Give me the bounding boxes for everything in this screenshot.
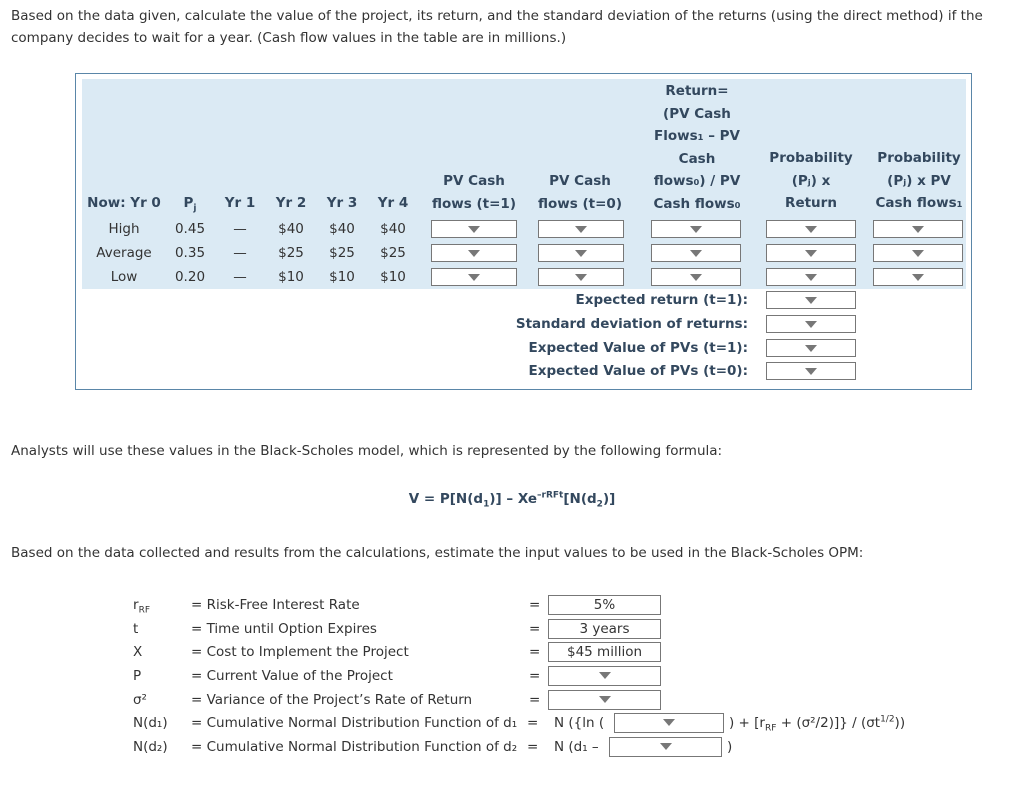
dropdown-pv-t1-average[interactable]	[431, 244, 517, 262]
header-pv-t1: PV Cash flows (t=1)	[432, 173, 516, 212]
equals-sign: =	[529, 668, 541, 684]
header-now: Now: Yr 0	[87, 195, 161, 211]
dropdown-prob-return-high[interactable]	[766, 220, 856, 238]
row-pj: 0.20	[174, 269, 206, 285]
row-yr1: —	[233, 221, 247, 237]
dropdown-prob-pv-average[interactable]	[873, 244, 963, 262]
equals-sign: =	[529, 597, 541, 613]
dropdown-expected-return[interactable]	[766, 291, 856, 309]
header-yr1: Yr 1	[224, 195, 256, 211]
header-pv-t0: PV Cash flows (t=0)	[538, 173, 622, 212]
dropdown-pv-t1-high[interactable]	[431, 220, 517, 238]
chevron-down-icon	[690, 226, 702, 233]
row-yr2: $25	[278, 245, 304, 261]
dropdown-prob-pv-high[interactable]	[873, 220, 963, 238]
chevron-down-icon	[805, 274, 817, 281]
desc-nd2: = Cumulative Normal Distribution Function of d₂	[191, 739, 518, 755]
chevron-down-icon	[468, 274, 480, 281]
chevron-down-icon	[805, 345, 817, 352]
dropdown-variance[interactable]	[548, 690, 661, 710]
chevron-down-icon	[912, 250, 924, 257]
row-yr2: $10	[278, 269, 304, 285]
dropdown-return-average[interactable]	[651, 244, 741, 262]
row-yr4: $40	[380, 221, 406, 237]
dropdown-std-dev[interactable]	[766, 315, 856, 333]
chevron-down-icon	[912, 274, 924, 281]
chevron-down-icon	[663, 719, 675, 726]
symbol-variance: σ²	[133, 692, 147, 708]
nd1-suffix: ) + $[r_{RF} + (\sigma^2/2)]\} / (\sigma t^{1/2})$)	[729, 714, 906, 734]
equals-sign: =	[527, 715, 539, 731]
row-yr1: —	[233, 245, 247, 261]
value-rrf: 5%	[548, 595, 661, 615]
dropdown-ev-pv-t1[interactable]	[766, 339, 856, 357]
row-pj: 0.45	[174, 221, 206, 237]
chevron-down-icon	[805, 250, 817, 257]
row-yr3: $25	[329, 245, 355, 261]
nd2-suffix: )	[727, 739, 733, 755]
header-pj: $P_j$	[183, 195, 197, 214]
equals-sign: =	[529, 621, 541, 637]
equals-sign: =	[527, 739, 539, 755]
header-yr3: Yr 3	[326, 195, 358, 211]
dropdown-return-low[interactable]	[651, 268, 741, 286]
dropdown-prob-pv-low[interactable]	[873, 268, 963, 286]
chevron-down-icon	[599, 672, 611, 679]
chevron-down-icon	[805, 321, 817, 328]
desc-t: = Time until Option Expires	[191, 621, 377, 637]
header-yr4: Yr 4	[377, 195, 409, 211]
row-label: Low	[110, 269, 138, 285]
chevron-down-icon	[575, 250, 587, 257]
row-yr2: $40	[278, 221, 304, 237]
analysts-text: Analysts will use these values in the Black-Scholes model, which is represented by the following formula:	[11, 443, 723, 459]
dropdown-ev-pv-t0[interactable]	[766, 362, 856, 380]
chevron-down-icon	[575, 274, 587, 281]
chevron-down-icon	[912, 226, 924, 233]
symbol-nd1: N(d₁)	[133, 715, 168, 731]
row-yr1: —	[233, 269, 247, 285]
row-label: High	[108, 221, 140, 237]
chevron-down-icon	[690, 250, 702, 257]
equals-sign: =	[529, 692, 541, 708]
header-prob-return: Probability (Pⱼ) x Return	[769, 150, 853, 211]
desc-x: = Cost to Implement the Project	[191, 644, 409, 660]
row-label: Average	[96, 245, 152, 261]
chevron-down-icon	[468, 250, 480, 257]
dropdown-pv-t0-low[interactable]	[538, 268, 624, 286]
header-prob-pv: Probability (Pⱼ) x PV Cash flows₁	[875, 150, 963, 211]
ev-pv-t1-label: Expected Value of PVs (t=1):	[528, 340, 748, 356]
black-scholes-formula: $V = P[N(d_1)] - Xe^{-rRFt}[N(d_2)]$	[408, 490, 616, 510]
row-yr4: $10	[380, 269, 406, 285]
chevron-down-icon	[599, 696, 611, 703]
row-yr4: $25	[380, 245, 406, 261]
nd1-prefix: N ({ln (	[554, 715, 605, 731]
intro-text: Based on the data given, calculate the value of the project, its return, and the standard deviation of the returns (using the direct method) if the company decides to wait for a year. (Cash flow values in the table are in millions.)	[11, 8, 983, 46]
row-yr3: $40	[329, 221, 355, 237]
chevron-down-icon	[805, 368, 817, 375]
chevron-down-icon	[468, 226, 480, 233]
chevron-down-icon	[690, 274, 702, 281]
header-return: Return= (PV Cash Flows₁ – PV Cash flows₀) / PV Cash flows₀	[653, 83, 741, 212]
desc-nd1: = Cumulative Normal Distribution Function of d₁	[191, 715, 518, 731]
cash-flow-table	[75, 73, 972, 390]
desc-rrf: = Risk-Free Interest Rate	[191, 597, 360, 613]
std-dev-label: Standard deviation of returns:	[515, 316, 748, 332]
chevron-down-icon	[575, 226, 587, 233]
chevron-down-icon	[660, 743, 672, 750]
dropdown-pv-t1-low[interactable]	[431, 268, 517, 286]
dropdown-p[interactable]	[548, 666, 661, 686]
ev-pv-t0-label: Expected Value of PVs (t=0):	[528, 363, 748, 379]
symbol-x: X	[133, 644, 143, 660]
dropdown-return-high[interactable]	[651, 220, 741, 238]
desc-p: = Current Value of the Project	[191, 668, 393, 684]
row-yr3: $10	[329, 269, 355, 285]
dropdown-prob-return-low[interactable]	[766, 268, 856, 286]
dropdown-pv-t0-high[interactable]	[538, 220, 624, 238]
estimate-text: Based on the data collected and results from the calculations, estimate the input values to be used in the Black-Scholes OPM:	[11, 545, 864, 561]
value-t: 3 years	[548, 619, 661, 639]
value-x: $45 million	[548, 642, 661, 662]
header-yr2: Yr 2	[275, 195, 307, 211]
dropdown-nd1[interactable]	[614, 713, 724, 733]
symbol-p: P	[133, 668, 142, 684]
chevron-down-icon	[805, 297, 817, 304]
symbol-rrf: $r_{RF}$	[133, 597, 150, 616]
desc-variance: = Variance of the Project’s Rate of Return	[191, 692, 473, 708]
dropdown-prob-return-average[interactable]	[766, 244, 856, 262]
symbol-t: t	[133, 621, 139, 637]
expected-return-label: Expected return (t=1):	[575, 292, 748, 308]
symbol-nd2: N(d₂)	[133, 739, 168, 755]
nd2-prefix: N (d₁ –	[554, 739, 599, 755]
chevron-down-icon	[805, 226, 817, 233]
dropdown-nd2[interactable]	[609, 737, 722, 757]
row-pj: 0.35	[174, 245, 206, 261]
dropdown-pv-t0-average[interactable]	[538, 244, 624, 262]
equals-sign: =	[529, 644, 541, 660]
